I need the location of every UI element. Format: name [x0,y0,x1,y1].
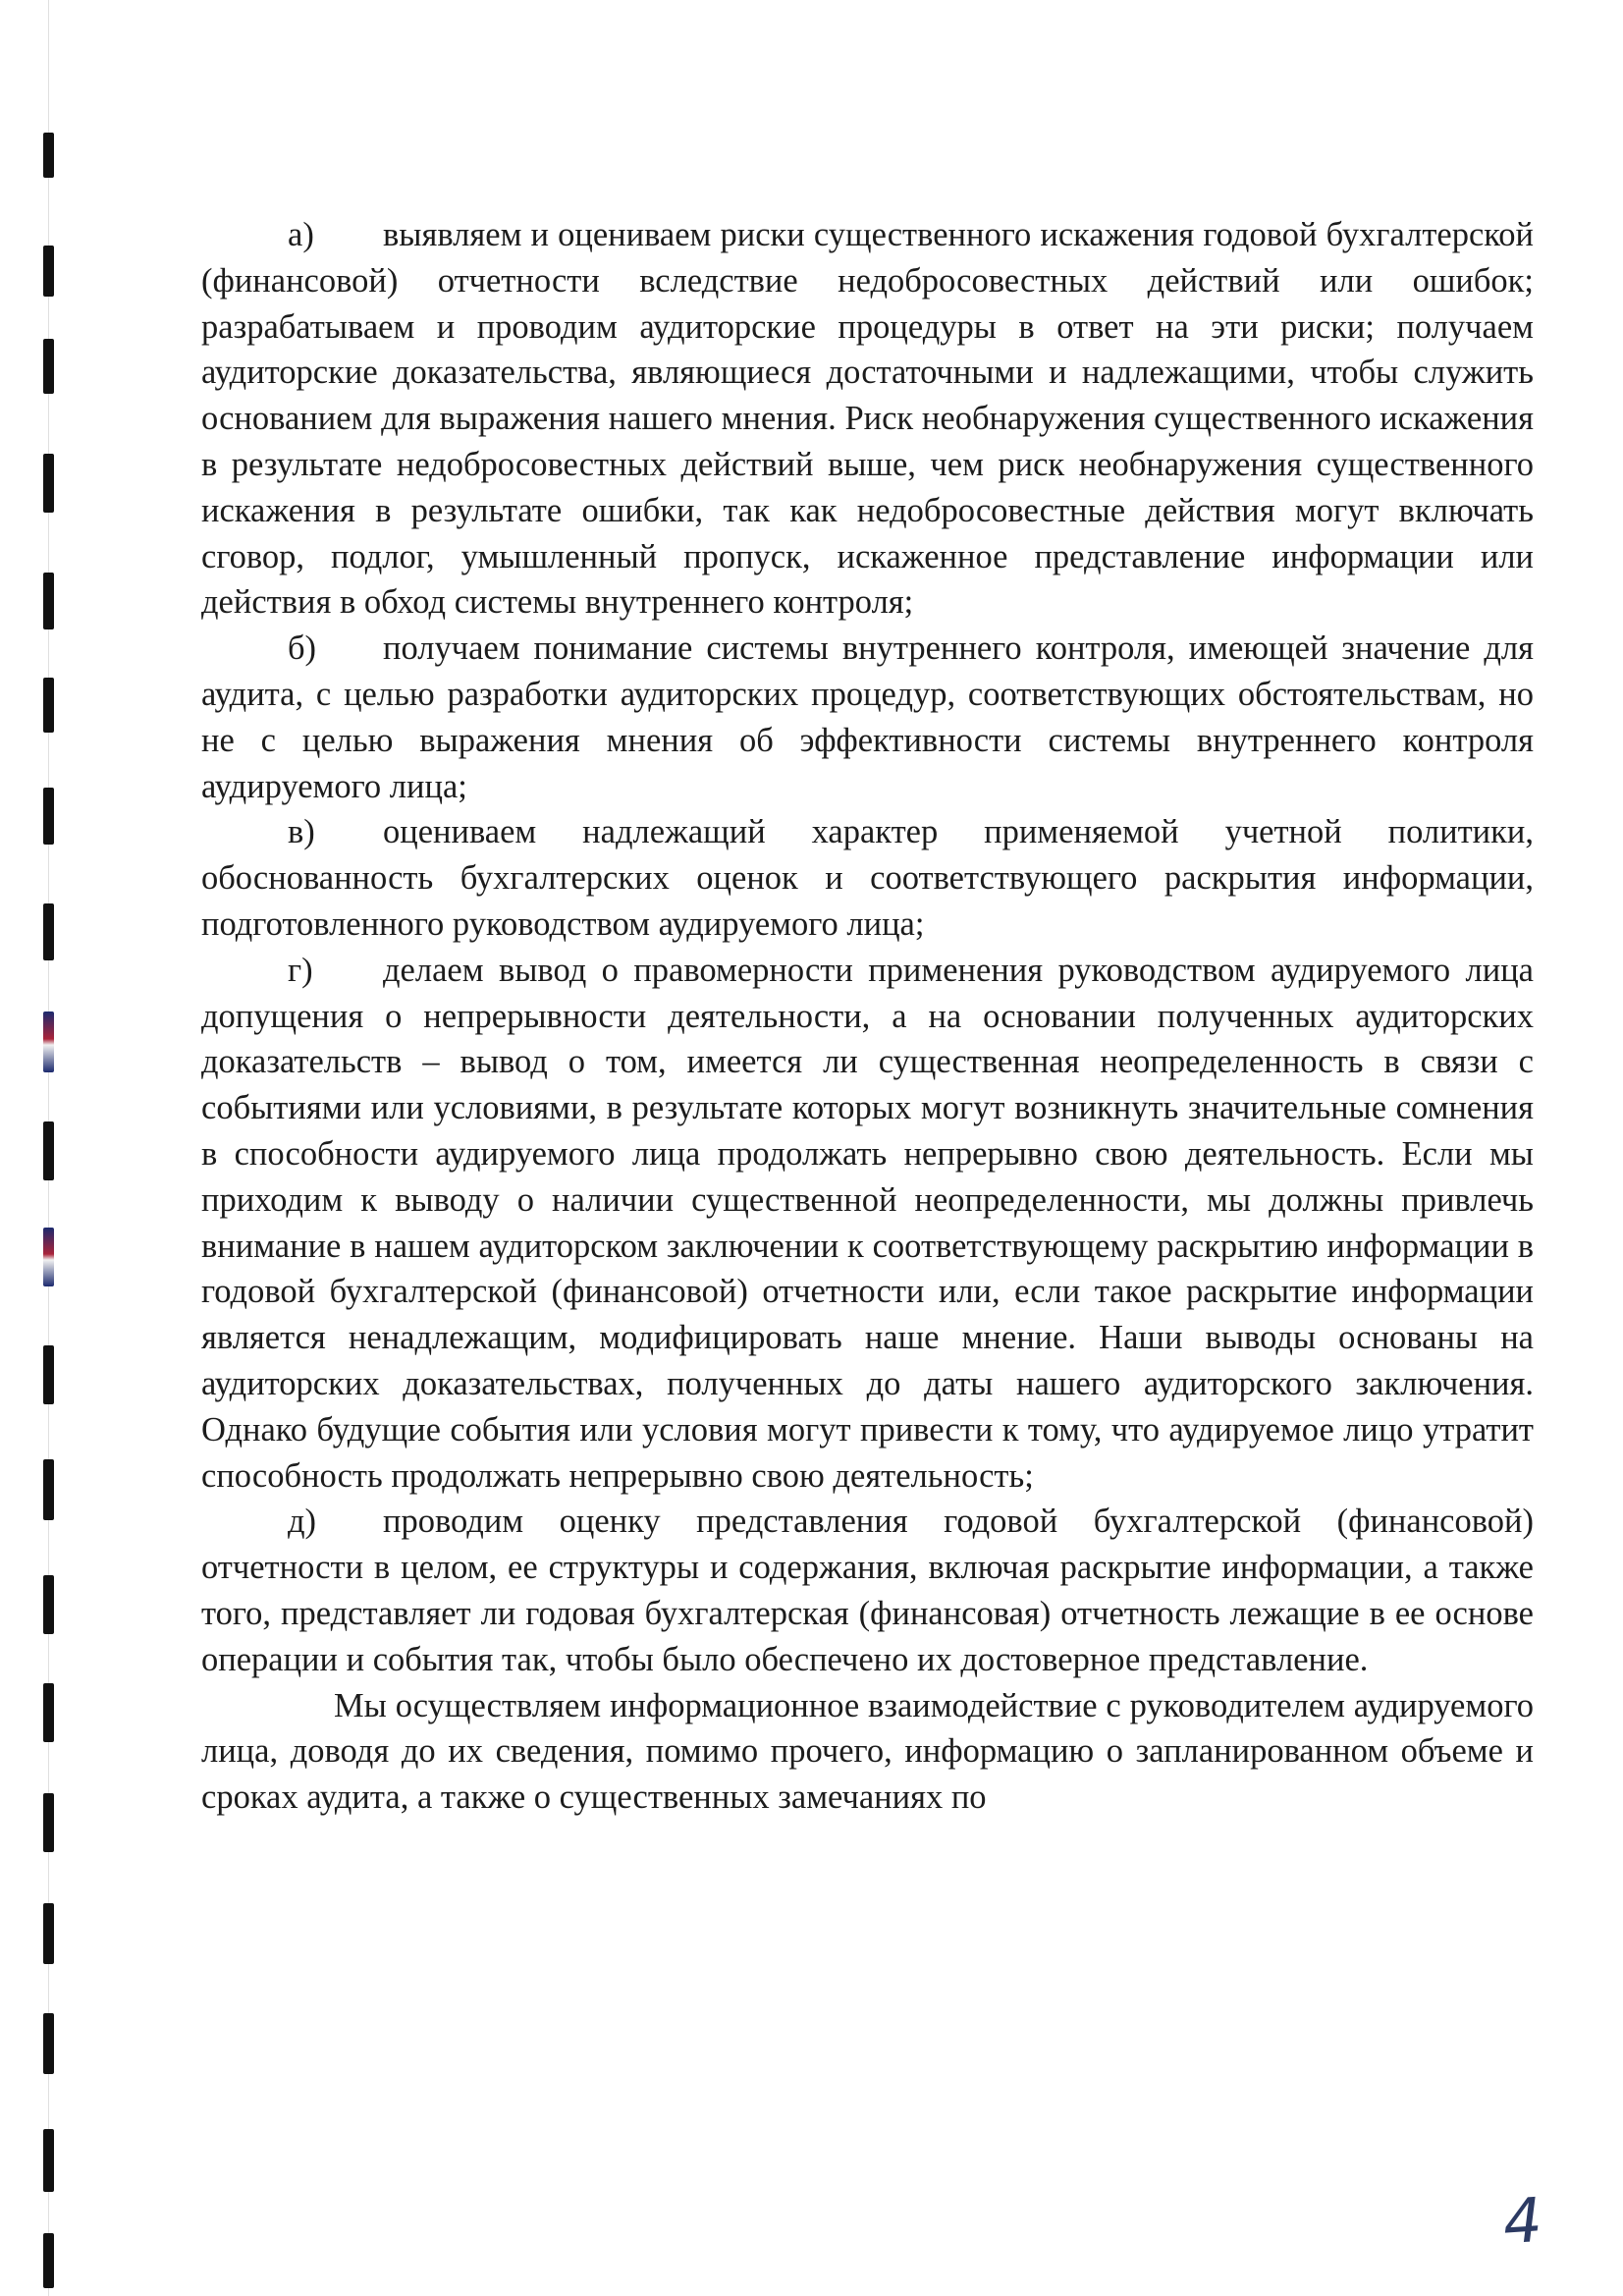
binding-hole [43,454,54,513]
binding-hole [43,2233,54,2288]
binding-hole [43,1683,54,1742]
list-marker: г) [288,951,313,989]
list-item-d [201,1499,1534,1682]
binding-hole [43,246,54,297]
binding-hole [43,903,54,960]
list-item-b [201,626,1534,809]
binding-hole [43,1121,54,1180]
list-item-text: оцениваем надлежащий характер применяемой учетной политики, обоснованность бухгалтерских оценок и соответствующего раскрытия информации, подготовленного руководством аудируемого лица; [201,813,1534,943]
binding-hole [43,788,54,845]
list-marker: в) [288,813,315,851]
list-item-a [201,212,1534,626]
document-body [201,212,1534,1821]
binding-hole [43,1011,54,1072]
page-number: 4 [1500,2183,1544,2259]
binding-hole [43,2013,54,2074]
list-item-v [201,809,1534,947]
binding-hole [43,339,54,394]
binding-hole [43,573,54,629]
list-item-text: проводим оценку представления годовой бухгалтерской (финансовой) отчетности в целом, ее структуры и содержания, включая раскрытие информации, а также того, представляет ли годовая бухгалтерская (финансовая) отчетность лежащие в ее основе операции и события так, чтобы было обеспечено их достоверное представление. [201,1503,1534,1678]
list-marker: б) [288,629,317,668]
list-item-text: получаем понимание системы внутреннего контроля, имеющей значение для аудита, с целью разработки аудиторских процедур, соответствующих обстоятельствам, но не с целью выражения мнения об эффективности системы внутреннего контроля аудируемого лица; [201,629,1534,805]
closing-paragraph: Мы осуществляем информационное взаимодействие с руководителем аудируемого лица, доводя до их сведения, помимо прочего, информацию о запланированном объеме и сроках аудита, а также о существенных замечаниях по [201,1686,1534,1817]
binding-hole [43,678,54,733]
list-item-text: выявляем и оцениваем риски существенного искажения годовой бухгалтерской (финансовой) отчетности вследствие недобросовестных действий или ошибок; разрабатываем и проводим аудиторские процедуры в ответ на эти риски; получаем аудиторские доказательства, являющиеся достаточными и надлежащими, чтобы служить основанием для выражения нашего мнения. Риск необнаружения существенного искажения в результате недобросовестных действий выше, чем риск необнаружения существенного искажения в результате ошибки, так как недобросовестные действия могут включать сговор, подлог, умышленный пропуск, искаженное представление информации или действия в обход системы внутреннего контроля; [201,216,1534,622]
binding-hole [43,133,54,178]
binding-hole [43,1345,54,1404]
binding-hole [43,1903,54,1964]
binding-hole [43,1793,54,1852]
list-item-text: делаем вывод о правомерности применения руководством аудируемого лица допущения о непрерывности деятельности, а на основании полученных аудиторских доказательств – вывод о том, имеется ли существенная неопределенность в связи с событиями или условиями, в результате которых могут возникнуть значительные сомнения в способности аудируемого лица продолжать непрерывно свою деятельность. Если мы приходим к выводу о наличии существенной неопределенности, мы должны привлечь внимание в нашем аудиторском заключении к соответствующему раскрытию информации в годовой бухгалтерской (финансовой) отчетности или, если такое раскрытие информации является ненадлежащим, модифицировать наше мнение. Наши выводы основаны на аудиторских доказательствах, полученных до даты нашего аудиторского заключения. Однако будущие события или условия могут привести к тому, что аудируемое лицо утратит способность продолжать непрерывно свою деятельность; [201,951,1534,1495]
binding-hole [43,2129,54,2192]
list-marker: д) [288,1503,317,1541]
binding-hole [43,1228,54,1286]
binding-hole [43,1575,54,1634]
list-item-g [201,948,1534,1500]
binding-hole [43,1459,54,1520]
list-marker: а) [288,216,314,253]
binding-strip [0,0,69,2296]
